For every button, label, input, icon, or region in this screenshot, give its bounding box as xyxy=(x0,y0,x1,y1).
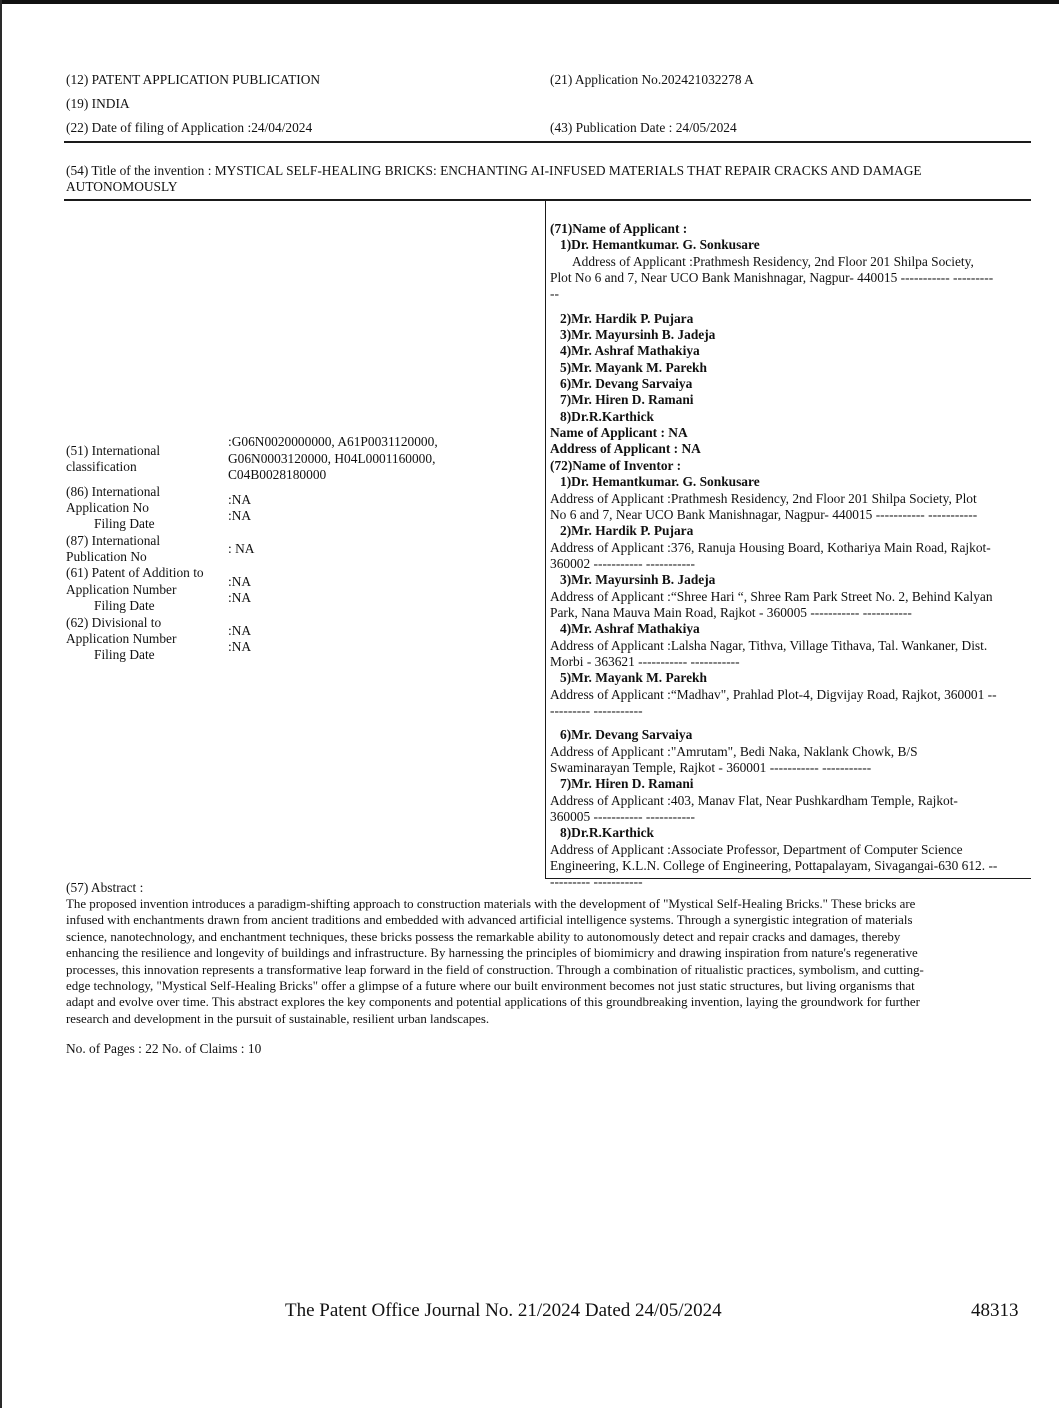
field-86-label: Filing Date xyxy=(94,516,155,531)
applicant-name: 2)Mr. Hardik P. Pujara xyxy=(560,310,694,326)
field-61-label: Application Number xyxy=(66,582,177,597)
inventor-name: 5)Mr. Mayank M. Parekh xyxy=(560,670,707,686)
inventor-name: 1)Dr. Hemantkumar. G. Sonkusare xyxy=(560,474,760,490)
inventor-address: Address of Applicant :Associate Professor, Department of Computer Science xyxy=(550,841,963,857)
abstract-line: science, nanotechnology, and enchantment techniques, these bricks possess the remarkable ability to autonomously detect and repair cracks and damages, thereby xyxy=(66,929,901,944)
page-left-border xyxy=(0,0,2,1408)
field-61-value: :NA xyxy=(228,590,252,605)
inventor-address: Swaminarayan Temple, Rajkot - 360001 ----------- ----------- xyxy=(550,760,872,775)
applicant-name: 1)Dr. Hemantkumar. G. Sonkusare xyxy=(560,237,760,253)
inventor-address: No 6 and 7, Near UCO Bank Manishnagar, Nagpur- 440015 ----------- ----------- xyxy=(550,506,978,522)
inventor-name: 3)Mr. Mayursinh B. Jadeja xyxy=(560,572,716,588)
field-61-value: :NA xyxy=(228,574,252,589)
inventor-address: Engineering, K.L.N. College of Engineering, Pottapalayam, Sivagangai-630 612. -- xyxy=(550,858,998,874)
field-86-label: (86) International xyxy=(66,484,161,499)
applicant-address: -- xyxy=(550,286,559,302)
page-top-border xyxy=(0,0,1059,4)
journal-footer: The Patent Office Journal No. 21/2024 Dated 24/05/2024 xyxy=(285,1300,722,1321)
field-86-label: Application No xyxy=(66,500,149,515)
applicant-name-na: Name of Applicant : NA xyxy=(550,425,688,441)
field-51-label: (51) International xyxy=(66,443,161,458)
applicant-name: 3)Mr. Mayursinh B. Jadeja xyxy=(560,327,716,343)
inventor-address: Address of Applicant :"Amrutam", Bedi Naka, Naklank Chowk, B/S xyxy=(550,743,918,759)
abstract-line: The proposed invention introduces a paradigm-shifting approach to construction materials with the development of "Mystical Self-Healing Bricks." These bricks are xyxy=(66,897,916,911)
column-divider xyxy=(545,200,546,879)
invention-title-line2: AUTONOMOUSLY xyxy=(66,179,178,194)
inventor-name: 8)Dr.R.Karthick xyxy=(560,825,654,841)
filing-date: (22) Date of filing of Application :24/04/2024 xyxy=(66,120,313,135)
field-86-value: :NA xyxy=(228,492,252,507)
field-61-label: (61) Patent of Addition to xyxy=(66,565,204,580)
field-87-label: (87) International xyxy=(66,533,161,548)
header-divider xyxy=(64,141,1031,143)
applicant-inventor-column xyxy=(550,221,1028,891)
field-62-label: (62) Divisional to xyxy=(66,615,162,630)
inventor-address: Address of Applicant :“Madhav", Prahlad Plot-4, Digvijay Road, Rajkot, 360001 -- xyxy=(550,686,997,702)
pages-claims-count: No. of Pages : 22 No. of Claims : 10 xyxy=(66,1041,262,1056)
inventor-name: 4)Mr. Ashraf Mathakiya xyxy=(560,621,700,637)
applicant-address: Plot No 6 and 7, Near UCO Bank Manishnagar, Nagpur- 440015 ----------- --------- xyxy=(550,270,994,286)
field-61-label: Filing Date xyxy=(94,598,155,613)
applicant-address-na: Address of Applicant : NA xyxy=(550,441,701,457)
publication-date: (43) Publication Date : 24/05/2024 xyxy=(550,120,737,135)
applicant-name: 8)Dr.R.Karthick xyxy=(560,408,654,424)
abstract-line: research and development in the pursuit of sustainable, resilient urban landscapes. xyxy=(66,1011,490,1026)
field-87-label: Publication No xyxy=(66,549,147,564)
inventor-address: 360005 ----------- ----------- xyxy=(550,809,695,825)
abstract-line: processes, this innovation represents a transformative leap forward in the field of construction. Through a combination of ritualistic practices, symbolism, and cutting- xyxy=(66,962,924,977)
field-51-value: :G06N0020000000, A61P0031120000, xyxy=(228,434,438,449)
abstract-body xyxy=(66,896,1018,1027)
inventor-address: Address of Applicant :Prathmesh Residency, 2nd Floor 201 Shilpa Society, Plot xyxy=(550,490,977,506)
inventor-address: --------- ----------- xyxy=(550,874,643,890)
applicant-name: 7)Mr. Hiren D. Ramani xyxy=(560,392,694,408)
abstract-line: adapt and evolve over time. This abstract explores the key components and potential applications of this groundbreaking invention, laying the groundwork for further xyxy=(66,995,920,1010)
inventor-address: Address of Applicant :“Shree Hari “, Shree Ram Park Street No. 2, Behind Kalyan xyxy=(550,588,993,604)
field-51-value: C04B0028180000 xyxy=(228,467,327,482)
field-62-label: Application Number xyxy=(66,631,177,646)
field-86-value: :NA xyxy=(228,508,252,523)
abstract-line: infused with enchantments drawn from ancient traditions and embedded with advanced artificial intelligence systems. Through a synergistic integration of materials xyxy=(66,913,913,928)
application-number: (21) Application No.202421032278 A xyxy=(550,72,754,87)
inventor-name: 6)Mr. Devang Sarvaiya xyxy=(560,727,693,743)
applicant-address: Address of Applicant :Prathmesh Residency, 2nd Floor 201 Shilpa Society, xyxy=(572,253,974,269)
inventor-address: Address of Applicant :403, Manav Flat, Near Pushkardham Temple, Rajkot- xyxy=(550,792,958,808)
inventor-address: 360002 ----------- ----------- xyxy=(550,555,695,571)
country: (19) INDIA xyxy=(66,96,130,111)
field-51-label: classification xyxy=(66,459,137,474)
inventor-address: Address of Applicant :Lalsha Nagar, Tithva, Village Tithava, Tal. Wankaner, Dist. xyxy=(550,637,988,653)
field-62-label: Filing Date xyxy=(94,647,155,662)
inventors-heading: (72)Name of Inventor : xyxy=(550,457,682,473)
page-number: 48313 xyxy=(971,1300,1019,1321)
abstract-heading: (57) Abstract : xyxy=(66,880,144,895)
abstract-line: edge technology, "Mystical Self-Healing Bricks" offer a glimpse of a future where our built environment becomes not just static structures, but living organisms that xyxy=(66,979,915,994)
inventor-address: Park, Nana Mauva Main Road, Rajkot - 360005 ----------- ----------- xyxy=(550,604,912,620)
applicants-heading: (71)Name of Applicant : xyxy=(550,221,688,236)
applicant-name: 5)Mr. Mayank M. Parekh xyxy=(560,359,707,375)
field-62-value: :NA xyxy=(228,639,252,654)
invention-title-line1: (54) Title of the invention : MYSTICAL SELF-HEALING BRICKS: ENCHANTING AI-INFUSED MATERIALS THAT REPAIR CRACKS AND DAMAGE xyxy=(66,163,922,178)
field-62-value: :NA xyxy=(228,623,252,638)
inventor-address: Address of Applicant :376, Ranuja Housing Board, Kothariya Main Road, Rajkot- xyxy=(550,539,991,555)
applicant-name: 4)Mr. Ashraf Mathakiya xyxy=(560,343,700,359)
title-divider xyxy=(64,199,1031,201)
publication-type: (12) PATENT APPLICATION PUBLICATION xyxy=(66,72,321,87)
applicant-name: 6)Mr. Devang Sarvaiya xyxy=(560,376,693,392)
inventor-name: 2)Mr. Hardik P. Pujara xyxy=(560,523,694,539)
abstract-line: enhancing the resilience and longevity of buildings and infrastructure. By harnessing the principles of biomimicry and drawing inspiration from nature's regenerative xyxy=(66,946,918,961)
inventor-name: 7)Mr. Hiren D. Ramani xyxy=(560,776,694,792)
field-87-value: : NA xyxy=(228,541,255,556)
field-51-value: G06N0003120000, H04L0001160000, xyxy=(228,451,436,466)
inventor-address: Morbi - 363621 ----------- ----------- xyxy=(550,653,740,669)
inventor-address: --------- ----------- xyxy=(550,702,643,718)
